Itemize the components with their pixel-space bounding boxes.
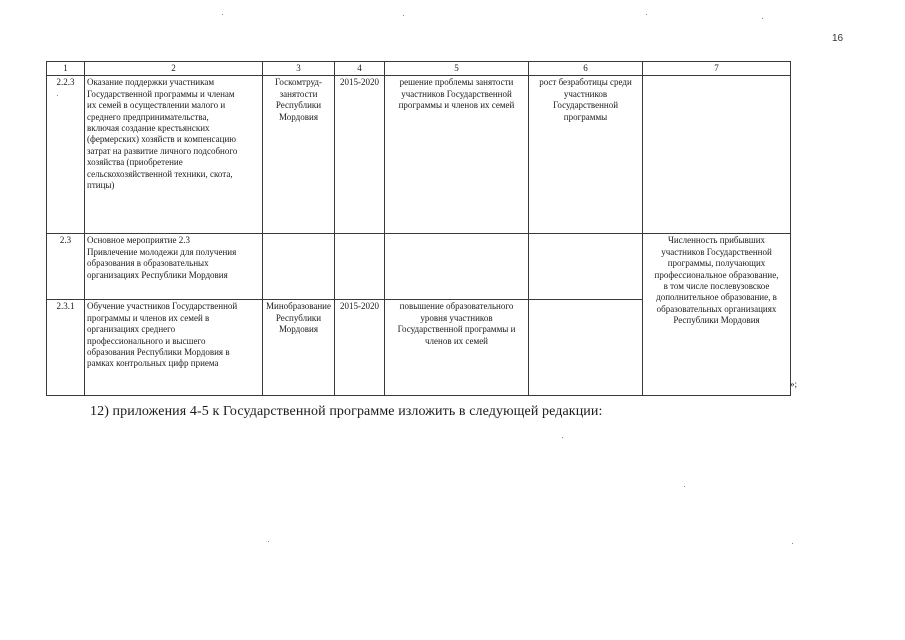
header-cell-1: 1 (47, 62, 85, 76)
executor: Минобразование Республики Мордовия (263, 300, 335, 396)
executor (263, 234, 335, 300)
scan-speck (268, 541, 269, 542)
scan-speck (684, 486, 685, 487)
indicator (643, 76, 791, 234)
scan-speck (403, 15, 404, 16)
merged-indicator: Численность прибывших участников Государственной программы, получающих профессиональное образование, в том числе послевузовское дополнительное образование, в образовательных организациях Республики Мордовия (643, 234, 791, 396)
expected-result: решение проблемы занятости участников Государственной программы и членов их семей (385, 76, 529, 234)
risk (529, 300, 643, 396)
period: 2015-2020 (335, 76, 385, 234)
expected-result (385, 234, 529, 300)
table-row-2-2-3 (47, 76, 791, 234)
header-cell-5: 5 (385, 62, 529, 76)
event-name: Оказание поддержки участникам Государственной программы и членам их семей в осуществлении малого и среднего предпринимательства, включая создание крестьянских (фермерских) хозяйств и компенсацию затрат на развитие личного подсобного хозяйства (приобретение сельскохозяйственной техники, скота, птицы) (85, 76, 263, 234)
scan-speck (792, 543, 793, 544)
header-cell-3: 3 (263, 62, 335, 76)
header-cell-6: 6 (529, 62, 643, 76)
scan-speck (646, 14, 647, 15)
table-header-row (47, 62, 791, 76)
risk: рост безработицы среди участников Государственной программы (529, 76, 643, 234)
scan-speck (57, 95, 58, 96)
amendment-instruction: 12) приложения 4-5 к Государственной программе изложить в следующей редакции: (90, 404, 603, 419)
header-cell-7: 7 (643, 62, 791, 76)
scan-speck (562, 437, 563, 438)
risk (529, 234, 643, 300)
event-name: Обучение участников Государственной программы и членов их семей в организациях среднего профессионального и высшего образования Республики Мордовия в рамках контрольных цифр приема (85, 300, 263, 396)
table-row-2-3 (47, 234, 791, 300)
row-number: 2.3.1 (47, 300, 85, 396)
header-cell-4: 4 (335, 62, 385, 76)
scan-speck (222, 14, 223, 15)
program-table (46, 61, 791, 396)
scan-speck (762, 18, 763, 19)
executor: Госкомтруд- занятости Республики Мордовия (263, 76, 335, 234)
row-number: 2.3 (47, 234, 85, 300)
page-number: 16 (832, 33, 844, 44)
expected-result: повышение образовательного уровня участников Государственной программы и членов их семей (385, 300, 529, 396)
period: 2015-2020 (335, 300, 385, 396)
row-number: 2.2.3 (47, 76, 85, 234)
header-cell-2: 2 (85, 62, 263, 76)
closing-quote-mark: »; (790, 379, 798, 389)
period (335, 234, 385, 300)
event-name: Основное мероприятие 2.3 Привлечение молодежи для получения образования в образовательных организациях Республики Мордовия (85, 234, 263, 300)
